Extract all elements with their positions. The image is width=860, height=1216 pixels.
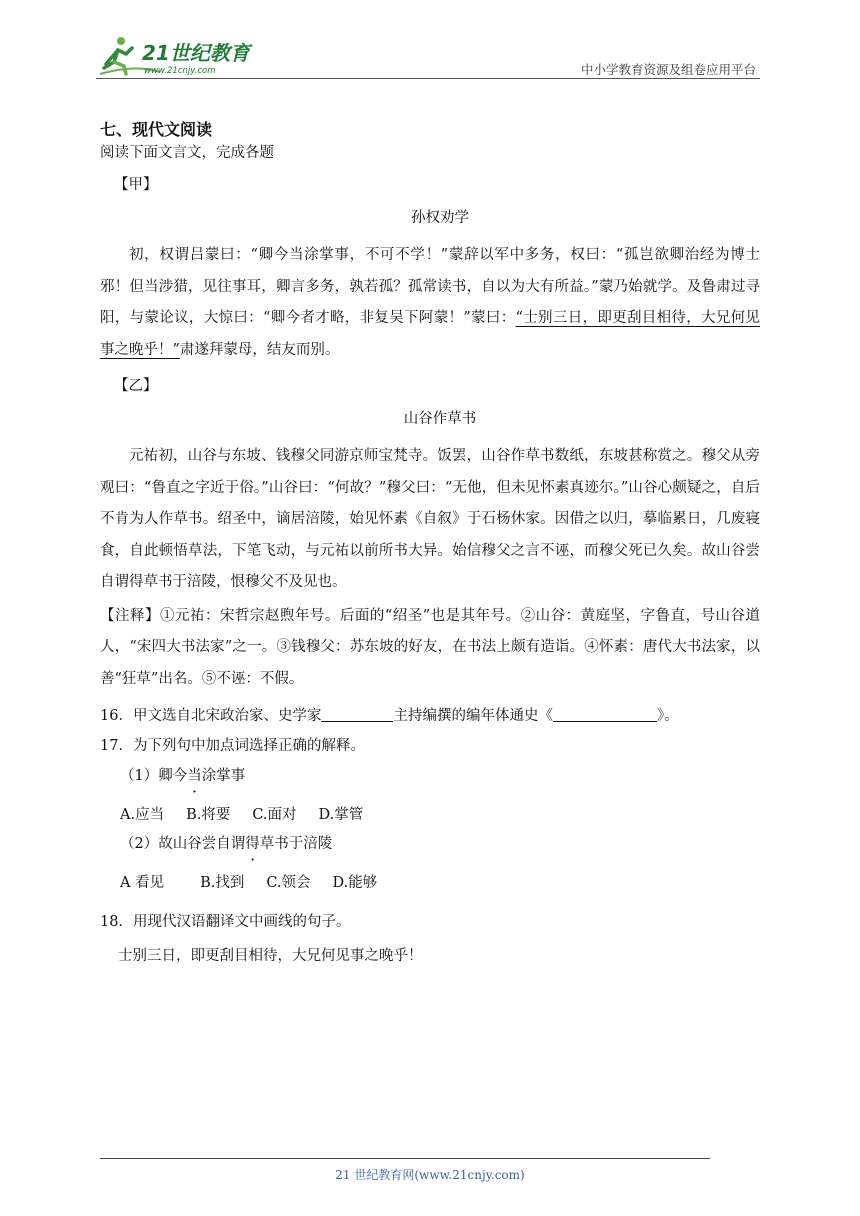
document-body [100,118,760,968]
q16-part2: 主持编撰的编年体通史《 [393,708,553,724]
passage-a-text-before: 初，权谓吕蒙曰：“卿今当涂掌事，不可不学！”蒙辞以军中多务，权曰：“孤岂欲卿治经为博士邪！但当涉猎，见往事耳，卿言多务，孰若孤？孤常读书，自以为大有所益。”蒙乃始就学。及鲁肃过寻阳，与蒙论议，大惊曰：“卿今者才略，非复吴下阿蒙！”蒙曰： [100,247,760,326]
option-d[interactable]: D.掌管 [318,807,364,823]
q16-blank-author[interactable] [321,705,393,722]
q18-sentence: 士别三日，即更刮目相待，大兄何见事之晚乎！ [118,948,423,964]
option-a[interactable]: A.应当 [120,807,165,823]
passage-b-text: 元祐初，山谷与东坡、钱穆父同游京师宝梵寺。饭罢，山谷作草书数纸，东坡甚称赏之。穆父从旁观曰：“鲁直之字近于俗。”山谷曰：“何故？”穆父曰：“无他，但未见怀素真迹尔。”山谷心颇疑之，自后不肯为人作草书。绍圣中，谪居涪陵，始见怀素《自叙》于石杨休家。因借之以归，摹临累日，几废寝食，自此顿悟草法，下笔飞动，与元祐以前所书大异。始信穆父之言不诬，而穆父死已久矣。故山谷尝自谓得草书于涪陵，恨穆父不及见也。 [100,448,760,590]
q16-part3: 》。 [656,708,679,724]
passage-a-title: 孙权劝学 [411,210,469,226]
footer-divider [100,1158,710,1159]
option-c[interactable]: C.面对 [252,807,297,823]
footer-text[interactable]: 21 世纪教育网(www.21cnjy.com) [335,1168,525,1182]
passage-a-text [100,240,760,366]
passage-b-marker: 【乙】 [114,378,158,394]
site-logo [96,34,266,78]
section-instruction: 阅读下面文言文，完成各题 [100,145,274,161]
annotation-notes: 【注释】①元祐：宋哲宗赵煦年号。后面的“绍圣”也是其年号。②山谷：黄庭坚，字鲁直，号山谷道人，“宋四大书法家”之一。③钱穆父：苏东坡的好友，在书法上颇有造诣。④怀素：唐代大书法家，以善“狂草”出名。⑤不诬：不假。 [100,607,760,687]
option-b[interactable]: B.将要 [186,807,231,823]
question-17-stem: 17．为下列句中加点词选择正确的解释。 [100,738,365,754]
passage-a-text-after: 肃遂拜蒙母，结友而别。 [179,341,340,358]
q17-sub2: （2）故山谷尝自谓得草书于涪陵 [120,836,333,852]
passage-b-title: 山谷作草书 [403,411,477,427]
q17-options-2 [100,871,760,895]
dotted-word: 当 [187,768,202,784]
platform-name: 中小学教育资源及组卷应用平台 [580,62,756,77]
logo-url: www.21cnjy.com [144,66,216,76]
option-a[interactable]: A 看见 [120,875,165,891]
option-b[interactable]: B.找到 [200,875,245,891]
passage-a-marker: 【甲】 [114,177,158,193]
question-18-stem: 18．用现代汉语翻译文中画线的句子。 [100,914,351,930]
option-d[interactable]: D.能够 [332,875,378,891]
q16-blank-book[interactable] [553,705,657,722]
logo-text: 21世纪教育 [142,41,250,65]
q16-part1: 16．甲文选自北宋政治家、史学家 [100,708,322,724]
q17-options-1 [100,803,760,827]
option-c[interactable]: C.领会 [266,875,311,891]
section-heading: 七、现代文阅读 [100,120,213,139]
passage-a-underlined-sentence: “士别三日，即更刮目相待，大兄何见事之晚乎！” [100,310,760,358]
header-divider [96,78,760,79]
q17-sub1: （1）卿今当涂掌事 [120,768,246,784]
question-16 [100,701,760,731]
dotted-word: 得 [245,836,260,852]
